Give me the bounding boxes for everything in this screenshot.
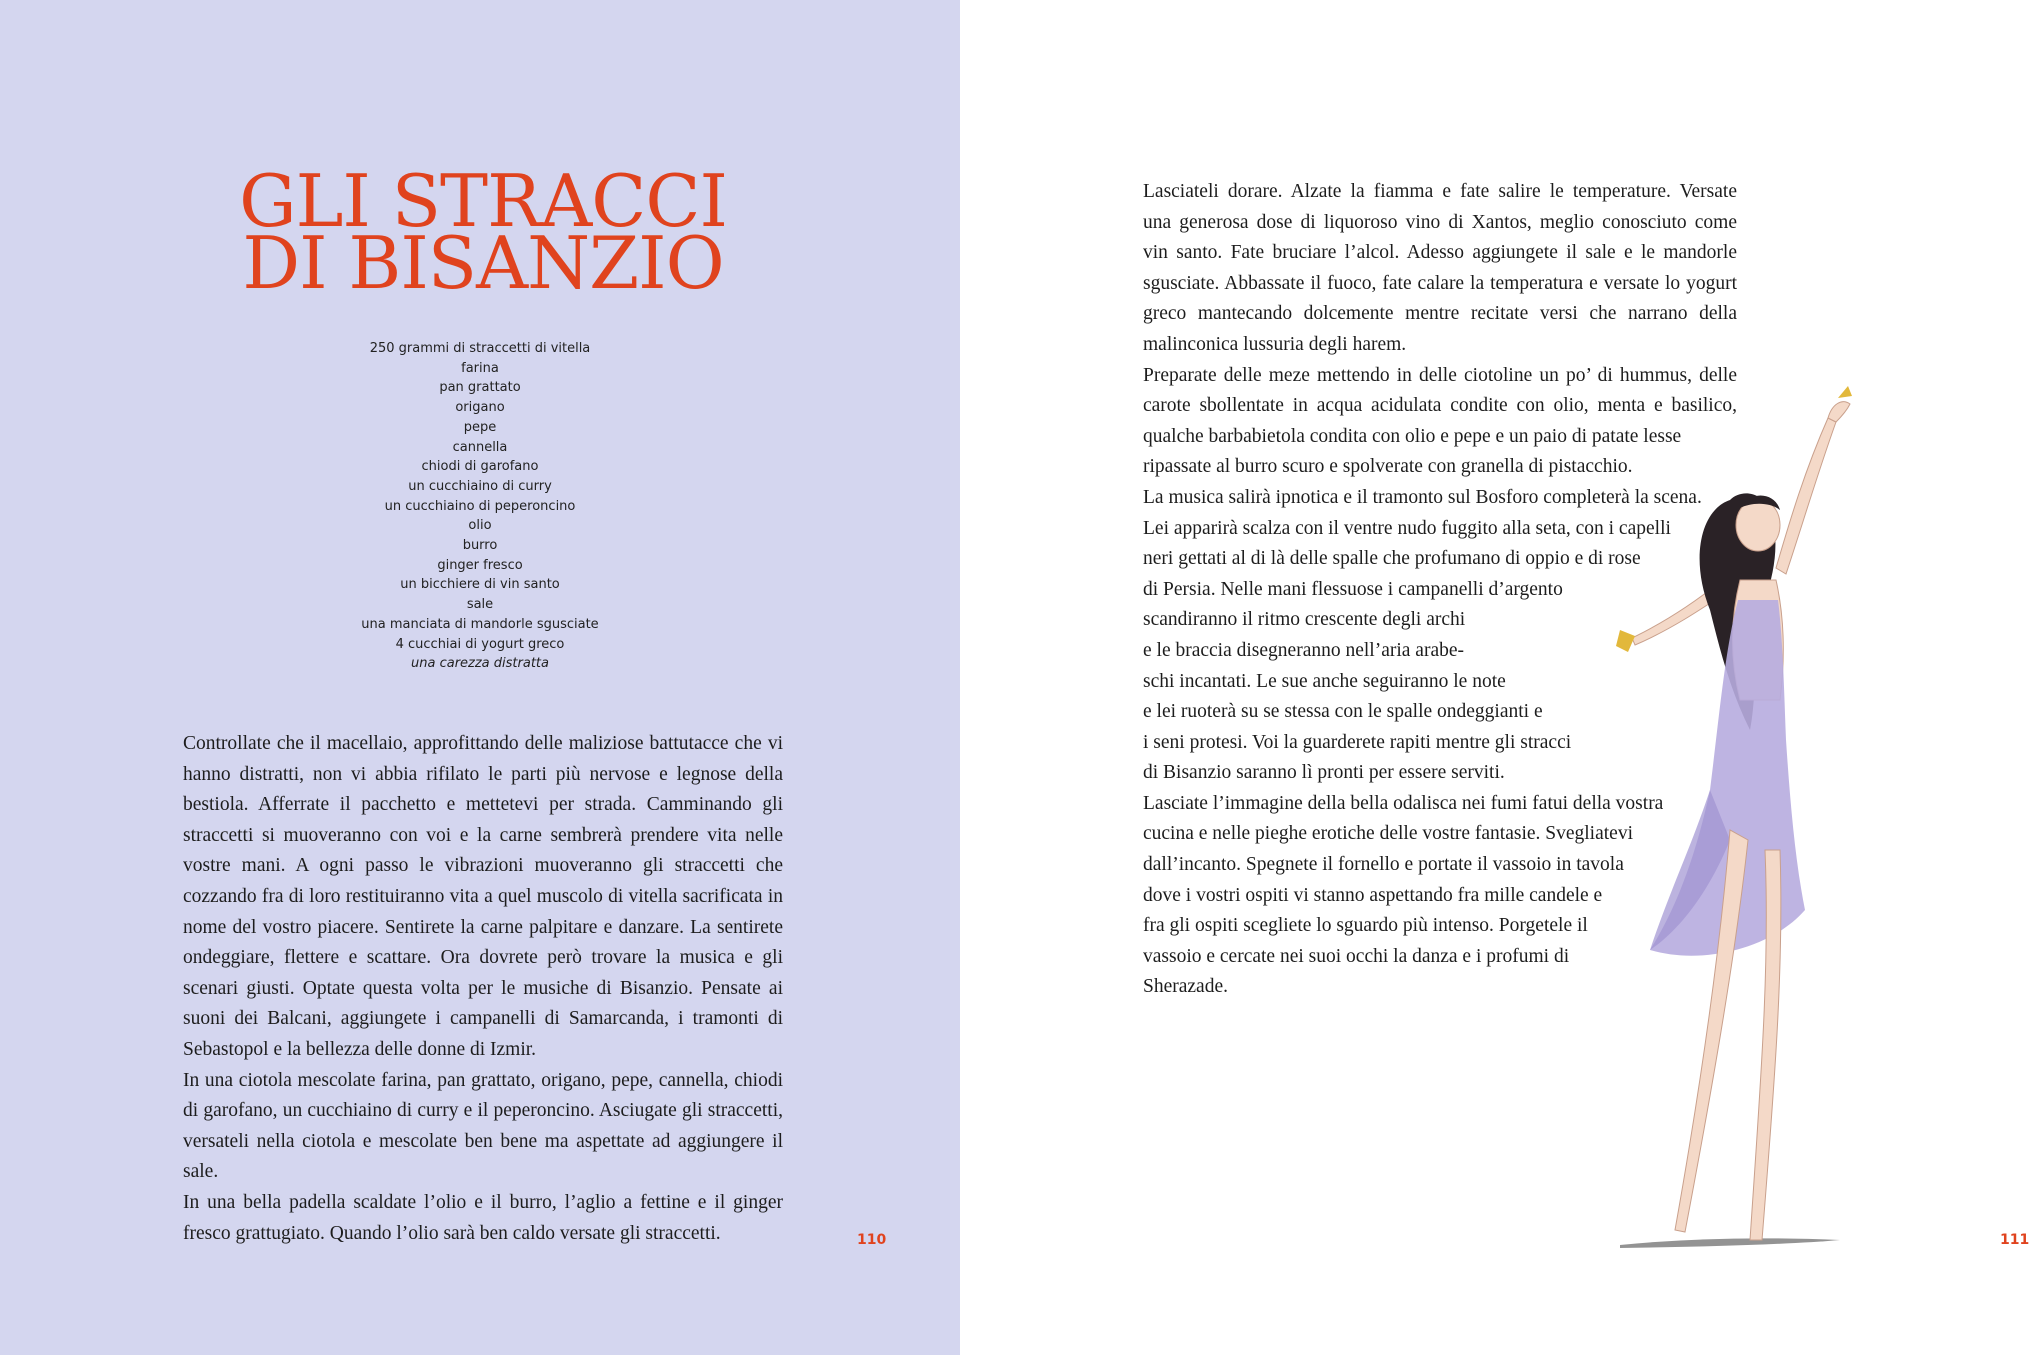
text-line: e le braccia disegneranno nell’aria arabe- (1143, 639, 1465, 661)
title-line-1: GLI STRACCI (239, 159, 727, 243)
ingredient: 250 grammi di straccetti di vitella (369, 341, 591, 356)
text-line: i seni protesi. Voi la guarderete rapiti mentre gli stracci (1143, 731, 1572, 753)
text-line: Lasciate l’immagine della bella odalisca nei fumi fatui della vostra (1143, 792, 1664, 814)
text-line: vassoio e cercate nei suoi occhi la danza e i profumi di (1143, 945, 1570, 967)
left-page (0, 0, 960, 1355)
ingredient: chiodi di garofano (421, 459, 539, 475)
text-line: di Bisanzio saranno lì pronti per essere serviti. (1143, 762, 1505, 784)
text-line: Sherazade. (1143, 976, 1228, 998)
text-line: Preparate delle meze mettendo in delle ciotoline un po’ di hummus, delle (1143, 364, 1737, 386)
text-line: scandiranno il ritmo crescente degli archi (1143, 609, 1466, 631)
text-line: dall’incanto. Spegnete il fornello e portate il vassoio in tavola (1143, 854, 1624, 876)
text-line: di Persia. Nelle mani flessuose i campanelli d’argento (1143, 578, 1563, 600)
text-line: schi incantati. Le sue anche seguiranno le note (1143, 670, 1506, 692)
recipe-title (183, 159, 783, 305)
text-line: Lasciateli dorare. Alzate la fiamma e fate salire le temperature. Versate (1143, 181, 1737, 202)
ingredient: un cucchiaino di peperoncino (384, 498, 576, 514)
text-line: una generosa dose di liquoroso vino di Xantos, meglio conosciuto come (1143, 211, 1737, 233)
ingredient: origano (455, 400, 505, 416)
text-line: carote sbollentate in acqua acidulata condite con olio, menta e basilico, (1143, 395, 1737, 417)
text-line: fra gli ospiti scegliete lo sguardo più intenso. Porgetele il (1143, 915, 1588, 937)
text-line: Lei apparirà scalza con il ventre nudo fuggito alla seta, con i capelli (1143, 517, 1671, 539)
ingredient: olio (468, 518, 492, 534)
text-line: e lei ruoterà su se stessa con le spalle ondeggianti e (1143, 701, 1543, 723)
page-number-right: 111 (2000, 1232, 2029, 1248)
text-line: dove i vostri ospiti vi stanno aspettando fra mille candele e (1143, 884, 1603, 906)
title-line-2: DI BISANZIO (242, 221, 724, 305)
ingredient: sale (466, 597, 494, 613)
paragraph: In una bella padella scaldate l’olio e il burro, l’aglio a fettine e il ginger fresco grattugiato. Quando l’olio sarà ben caldo versate gli straccetti. (183, 1191, 783, 1244)
ingredient: pan grattato (439, 380, 521, 396)
ingredient: 4 cucchiai di yogurt greco (395, 636, 565, 652)
text-line: sgusciate. Abbassate il fuoco, fate calare la temperatura e versate lo yogurt (1143, 272, 1737, 294)
ingredient: una manciata di mandorle sgusciate (361, 616, 599, 632)
text-line: La musica salirà ipnotica e il tramonto sul Bosforo completerà la scena. (1143, 486, 1702, 508)
paragraph: In una ciotola mescolate farina, pan grattato, origano, pepe, cannella, chiodi di garofano, un cucchiaino di curry e il peperoncino. Asciugate gli straccetti, versateli nella ciotola e mescolate ben bene ma aspettate ad aggiungere il sale. (183, 1069, 783, 1183)
text-line: neri gettati al di là delle spalle che profumano di oppio e di rose (1143, 548, 1641, 570)
page-number-left: 110 (857, 1232, 887, 1248)
text-line: cucina e nelle pieghe erotiche delle vostre fantasie. Svegliatevi (1143, 823, 1633, 845)
text-line: ripassate al burro scuro e spolverate con granella di pistacchio. (1143, 456, 1633, 478)
ingredient-final: una carezza distratta (411, 656, 549, 672)
ingredient: un cucchiaino di curry (408, 478, 552, 494)
left-body-text (183, 729, 783, 1249)
text-line: malinconica lussuria degli harem. (1143, 333, 1407, 355)
ingredient: cannella (452, 439, 508, 455)
ingredient: ginger fresco (437, 557, 523, 573)
text-line: greco mantecando dolcemente mentre recitate versi che narrano della (1143, 303, 1737, 325)
dancer-illustration (1580, 390, 1920, 1290)
ingredient: un bicchiere di vin santo (400, 577, 560, 593)
paragraph: Controllate che il macellaio, approfittando delle maliziose battutacce che vi hanno distratti, non vi abbia rifilato le parti più nervose e legnose della bestiola. Afferrate il pacchetto e mettetevi per strada. Camminando gli straccetti si muoveranno con voi e la carne sembrerà prendere vita nelle vostre mani. A ogni passo le vibrazioni muoveranno gli straccetti che cozzando fra di loro restituiranno vita a quel muscolo di vitella sacrificata in nome del vostro piacere. Sentirete la carne palpitare e danzare. La sentirete ondeggiare, flettere e scattare. Ora dovrete però trovare la musica e gli scenari giusti. Optate questa volta per le musiche di Bisanzio. Pensate ai suoni dei Balcani, aggiungete i campanelli di Samarcanda, i tramonti di Sebastopol e la bellezza delle donne di Izmir. (183, 733, 783, 1060)
ingredients-list (330, 339, 630, 674)
ingredient: pepe (463, 419, 497, 435)
ingredient: farina (461, 360, 499, 376)
ingredient: burro (462, 538, 498, 554)
text-line: vin santo. Fate bruciare l’alcol. Adesso aggiungete il sale e le mandorle (1143, 242, 1737, 264)
text-line: qualche barbabietola condita con olio e pepe e un paio di patate lesse (1143, 425, 1682, 447)
